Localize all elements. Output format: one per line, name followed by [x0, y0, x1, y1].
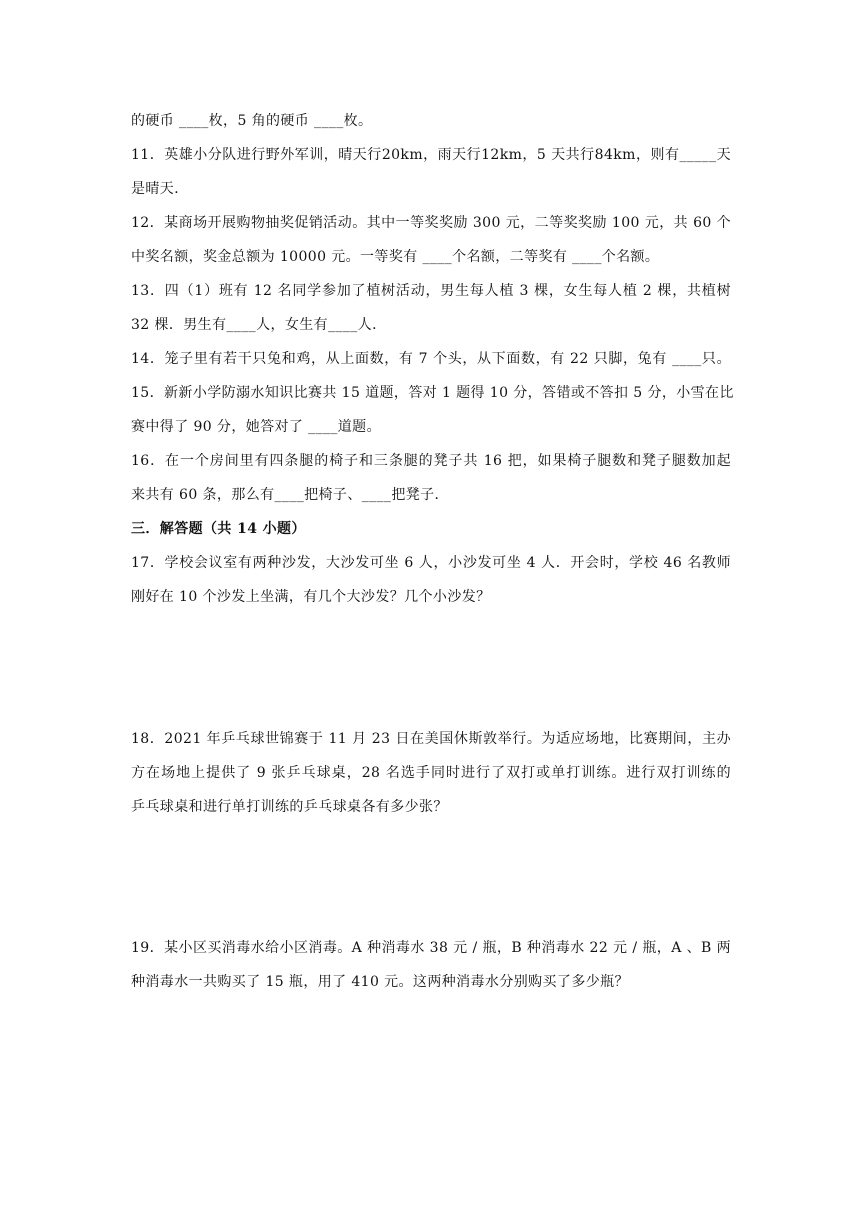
q19-line-1: 19．某小区买消毒水给小区消毒。A 种消毒水 38 元 / 瓶，B 种消毒水 22 元 / 瓶，A 、B 两 — [131, 940, 731, 956]
q15-line-1: 15．新新小学防溺水知识比赛共 15 道题，答对 1 题得 10 分，答错或不答扣 5 分，小雪在比 — [131, 385, 734, 401]
q18-line-2: 方在场地上提供了 9 张乒乓球桌，28 名选手同时进行了双打或单打训练。进行双打训练的 — [131, 765, 731, 781]
q18-line-1: 18．2021 年乒乓球世锦赛于 11 月 23 日在美国休斯敦举行。为适应场地，比赛期间，主办 — [131, 731, 731, 747]
section-heading-answers: 三．解答题（共 14 小题） — [131, 521, 306, 537]
q17-line-2: 刚好在 10 个沙发上坐满，有几个大沙发？几个小沙发？ — [131, 589, 491, 605]
q14-line-1: 14．笼子里有若干只兔和鸡，从上面数，有 7 个头，从下面数，有 22 只脚，兔有 ____只。 — [131, 351, 731, 367]
q13-line-1: 13．四（1）班有 12 名同学参加了植树活动，男生每人植 3 棵，女生每人植 2 棵，共植树 — [131, 283, 731, 299]
q12-line-2: 中奖名额，奖金总额为 10000 元。一等奖有 ____个名额，二等奖有 ____个名额。 — [131, 249, 660, 265]
q10-continuation-line: 的硬币 ____枚，5 角的硬币 ____枚。 — [131, 113, 373, 129]
q18-line-3: 乒乓球桌和进行单打训练的乒乓球桌各有多少张？ — [131, 799, 448, 815]
q19-line-2: 种消毒水一共购买了 15 瓶，用了 410 元。这两种消毒水分别购买了多少瓶？ — [131, 974, 629, 990]
q11-line-2: 是晴天． — [131, 181, 189, 197]
q17-line-1: 17．学校会议室有两种沙发，大沙发可坐 6 人，小沙发可坐 4 人．开会时，学校 46 名教师 — [131, 555, 731, 571]
q16-line-1: 16．在一个房间里有四条腿的椅子和三条腿的凳子共 16 把，如果椅子腿数和凳子腿数加起 — [131, 453, 731, 469]
q12-line-1: 12．某商场开展购物抽奖促销活动。其中一等奖奖励 300 元，二等奖奖励 100 元，共 60 个 — [131, 215, 731, 231]
q16-line-2: 来共有 60 条，那么有____把椅子、____把凳子． — [131, 487, 449, 503]
q11-line-1: 11．英雄小分队进行野外军训，晴天行20km，雨天行12km，5 天共行84km，则有_____天 — [131, 147, 731, 163]
q13-line-2: 32 棵．男生有____人，女生有____人． — [131, 317, 387, 333]
q15-line-2: 赛中得了 90 分，她答对了 ____道题。 — [131, 419, 381, 435]
